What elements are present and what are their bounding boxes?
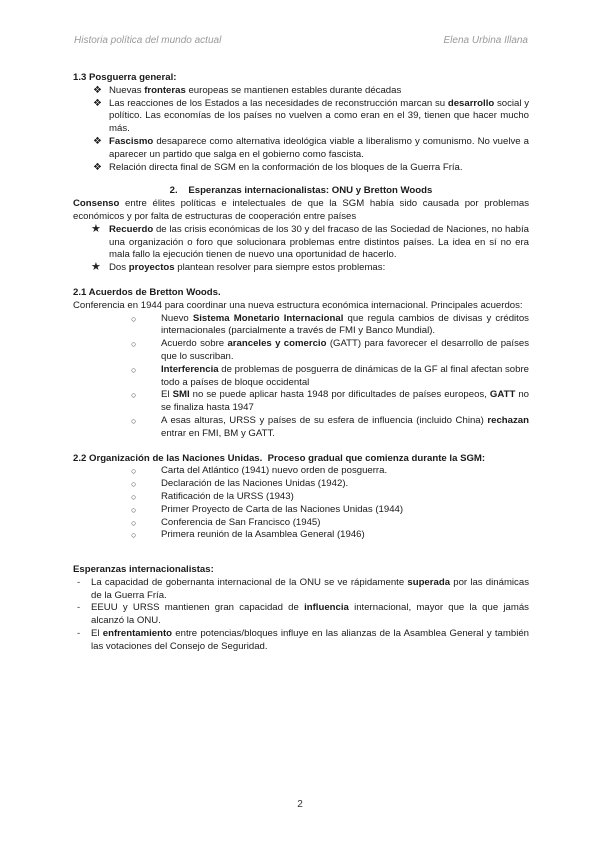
circle-bullet-icon: ○ (131, 339, 137, 350)
circle-bullet-icon: ○ (131, 390, 137, 401)
list-item: - EEUU y URSS mantienen gran capacidad de influencia internacional, mayor que la que jamás alcanzó la ONU. (77, 602, 529, 627)
circle-bullet-icon: ○ (131, 364, 137, 375)
star-bullet-icon: ★ (91, 222, 101, 235)
circle-bullet-icon: ○ (131, 466, 137, 477)
consenso-list (73, 224, 529, 275)
dash-bullet-icon: - (77, 576, 81, 588)
circle-bullet-icon: ○ (131, 504, 137, 515)
document-body (73, 72, 529, 654)
section-title-2: 2. Esperanzas internacionalistas: ONU y Bretton Woods (169, 185, 433, 197)
posguerra-list (73, 85, 529, 175)
circle-bullet-icon: ○ (131, 491, 137, 502)
bretton-woods-intro: Conferencia en 1944 para coordinar una nueva estructura económica internacional. Principales acuerdos: (73, 299, 523, 311)
list-item: ○ Acuerdo sobre aranceles y comercio (GATT) para favorecer el desarrollo de países que lo suscriban. (131, 338, 529, 362)
section-title-2-1: 2.1 Acuerdos de Bretton Woods. (73, 286, 221, 298)
dash-bullet-icon: - (77, 628, 81, 640)
list-item: ○ Declaración de las Naciones Unidas (1942). (131, 478, 349, 490)
esperanzas-list (73, 577, 529, 654)
list-item: ❖ Relación directa final de SGM en la conformación de los bloques de la Guerra Fría. (93, 161, 463, 173)
consenso-paragraph: Consenso entre élites políticas e intelectuales de que la SGM había sido causada por problemas económicos y por falta de estructuras de cooperación entre países (73, 198, 529, 222)
circle-bullet-icon: ○ (131, 313, 137, 324)
list-item: ○ Primer Proyecto de Carta de las Naciones Unidas (1944) (131, 503, 404, 515)
section-title-esperanzas: Esperanzas internacionalistas: (73, 564, 214, 576)
list-item: ★ Recuerdo de las crisis económicas de los 30 y del fracaso de las Sociedad de Naciones, no había una organización o foro que solucionara problemas entre distintos países. La idea en sí no era mala fallo la ejecución tienen de nuevo una oportunidad de hacerlo. (91, 222, 529, 261)
bretton-woods-list (73, 313, 529, 441)
list-item: ★ Dos proyectos plantean resolver para siempre estos problemas: (91, 261, 386, 274)
circle-bullet-icon: ○ (131, 415, 137, 426)
list-item: ○ Carta del Atlántico (1941) nuevo orden de posguerra. (131, 465, 388, 477)
circle-bullet-icon: ○ (131, 530, 137, 541)
section-title-1-3: 1.3 Posguerra general: (73, 72, 177, 83)
header-course-title: Historia política del mundo actual (74, 35, 222, 46)
header-author: Elena Urbina Illana (443, 35, 528, 46)
list-item: - La capacidad de gobernanta internacional de la ONU se ve rápidamente superada por las dinámicas de la Guerra Fría. (77, 576, 529, 601)
diamond-bullet-icon: ❖ (93, 135, 102, 147)
list-item: ○ Conferencia de San Francisco (1945) (131, 516, 321, 528)
page-number: 2 (297, 799, 303, 810)
diamond-bullet-icon: ❖ (93, 84, 102, 96)
list-item: ❖ Nuevas fronteras europeas se mantienen estables durante décadas (93, 84, 402, 96)
list-item: ○ El SMI no se puede aplicar hasta 1948 por dificultades de países europeos, GATT no se finaliza hasta 1947 (131, 389, 530, 414)
dash-bullet-icon: - (77, 602, 81, 614)
list-item: ○ Ratificación de la URSS (1943) (131, 490, 294, 502)
section-title-2-2: 2.2 Organización de las Naciones Unidas. Proceso gradual que comienza durante la SGM: (73, 452, 486, 464)
circle-bullet-icon: ○ (131, 479, 137, 490)
list-item: ○ Interferencia de problemas de posguerra de dinámicas de la GF al final afectan sobre todo a países de bloque occidental (131, 363, 529, 388)
star-bullet-icon: ★ (91, 261, 101, 274)
onu-process-list (73, 465, 529, 542)
list-item: ❖ Fascismo desaparece como alternativa ideológica viable a liberalismo y comunismo. No vuelve a aparecer un partido que salga en el gobierno como fascista. (93, 135, 529, 160)
list-item: ○ A esas alturas, URSS y países de su esfera de influencia (incluido China) rechazan entrar en FMI, BM y GATT. (131, 414, 529, 439)
list-item: ○ Primera reunión de la Asamblea General (1946) (131, 529, 365, 541)
diamond-bullet-icon: ❖ (93, 161, 102, 173)
diamond-bullet-icon: ❖ (93, 97, 102, 109)
list-item: - El enfrentamiento entre potencias/bloques influye en las alianzas de la Asamblea General y también las votaciones del Consejo de Seguridad. (77, 628, 529, 652)
circle-bullet-icon: ○ (131, 517, 137, 528)
list-item: ❖ Las reacciones de los Estados a las necesidades de reconstrucción marcan su desarrollo social y político. Las economías de los países no vuelven a como eran en el 39, tienen que hacer mucho más. (93, 97, 529, 135)
list-item: ○ Nuevo Sistema Monetario Internacional que regula cambios de divisas y créditos internacionales (parcialmente a través de FMI y Banco Mundial). (131, 312, 529, 337)
